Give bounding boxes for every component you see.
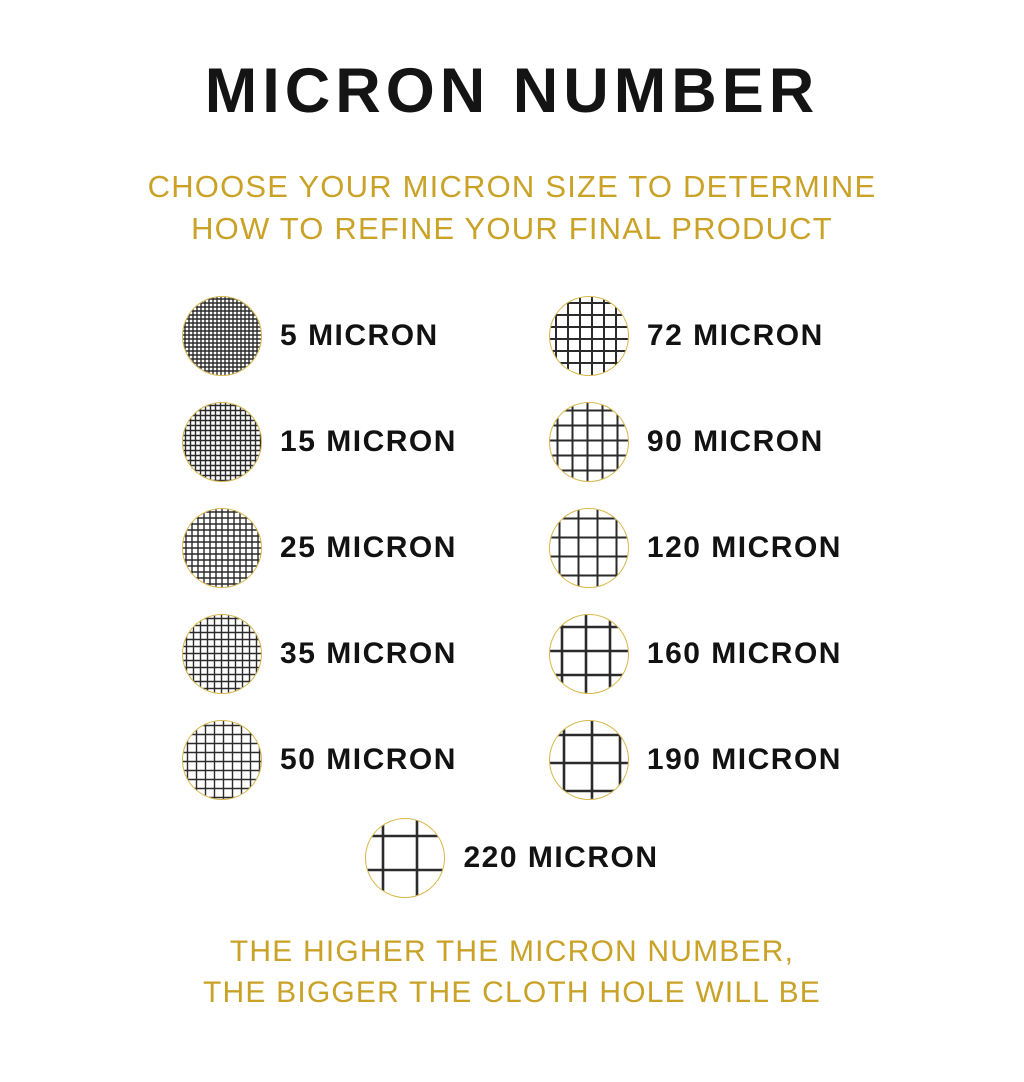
micron-number-infographic (0, 58, 1024, 1082)
mesh-swatch-icon (549, 296, 629, 376)
list-item (365, 818, 658, 898)
list-item-label: 25 MICRON (280, 531, 457, 565)
subtitle-line-1: CHOOSE YOUR MICRON SIZE TO DETERMINE (147, 169, 877, 205)
list-item (182, 294, 457, 378)
list-item-label: 35 MICRON (280, 637, 457, 671)
list-item-label: 72 MICRON (646, 319, 824, 353)
subtitle (0, 166, 1024, 250)
list-item (549, 718, 842, 802)
footer-note (0, 932, 1024, 1013)
list-item (549, 612, 842, 696)
micron-list (0, 294, 1024, 802)
micron-column-left (182, 294, 457, 802)
mesh-swatch-icon (182, 296, 262, 376)
page-title: MICRON NUMBER (204, 56, 820, 126)
list-item (182, 612, 457, 696)
list-item-label: 160 MICRON (646, 637, 842, 671)
subtitle-line-2: HOW TO REFINE YOUR FINAL PRODUCT (191, 211, 833, 247)
list-item-label: 15 MICRON (280, 425, 457, 459)
mesh-swatch-icon (549, 614, 629, 694)
list-item-label: 90 MICRON (646, 425, 824, 459)
list-item-label: 50 MICRON (280, 743, 457, 777)
footer-line-1: THE HIGHER THE MICRON NUMBER, (229, 935, 795, 969)
footer-line-2: THE BIGGER THE CLOTH HOLE WILL BE (202, 975, 822, 1009)
list-item (549, 506, 842, 590)
list-item (182, 718, 457, 802)
list-item-label: 190 MICRON (646, 743, 842, 777)
mesh-swatch-icon (549, 508, 629, 588)
micron-columns (182, 294, 842, 802)
list-item (182, 400, 457, 484)
mesh-swatch-icon (182, 508, 262, 588)
micron-center-row (0, 818, 1024, 898)
mesh-swatch-icon (365, 818, 445, 898)
list-item (549, 294, 842, 378)
mesh-swatch-icon (182, 720, 262, 800)
micron-column-right (549, 294, 842, 802)
mesh-swatch-icon (182, 402, 262, 482)
list-item (182, 506, 457, 590)
mesh-swatch-icon (549, 720, 629, 800)
list-item-label: 220 MICRON (463, 841, 659, 875)
list-item-label: 5 MICRON (280, 319, 439, 353)
list-item-label: 120 MICRON (646, 531, 842, 565)
list-item (549, 400, 842, 484)
mesh-swatch-icon (549, 402, 629, 482)
mesh-swatch-icon (182, 614, 262, 694)
